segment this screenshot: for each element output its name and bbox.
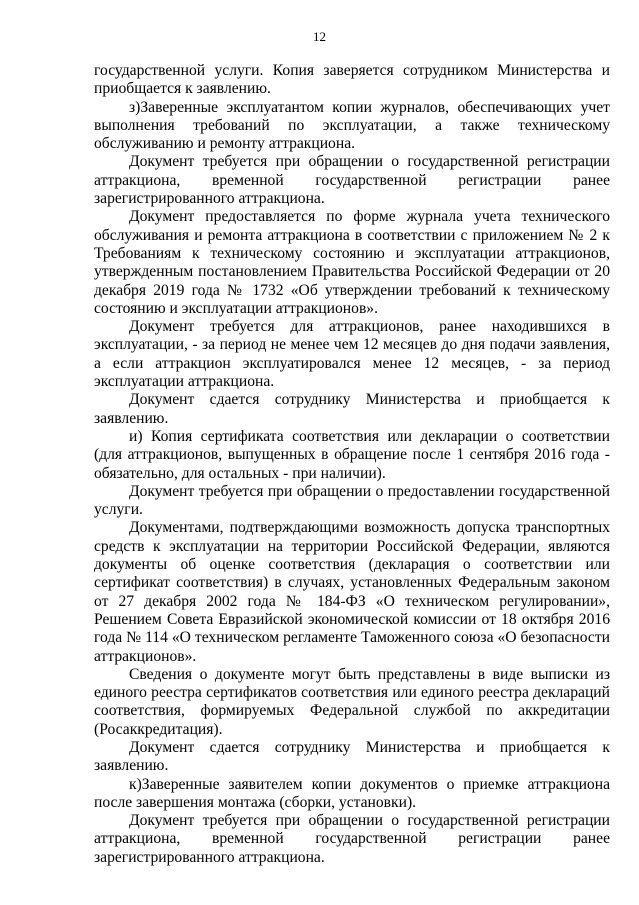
document-body — [94, 62, 610, 867]
paragraph-conformity-documents: Документами, подтверждающими возможность допуска транспортных средств к эксплуатации на территории Российской Федерации, являются документы об оценке соответствия (декларация о соответствии или сертификат соответствия) в случаях, установленных Федеральным законом от 27 декабря 2002 года № 184-ФЗ «О техническом регулировании», Решением Совета Евразийской экономической комиссии от 18 октября 2016 года № 114 «О техническом регламенте Таможенного союза «О безопасности аттракционов». — [94, 519, 610, 665]
paragraph-service-required: Документ требуется при обращении о предоставлении государственной услуги. — [94, 482, 610, 519]
paragraph-submitted-to-ministry: Документ сдается сотруднику Министерства и приобщается к заявлению. — [94, 391, 610, 427]
paragraph-operation-period: Документ требуется для аттракционов, ранее находившихся в эксплуатации, - за период не менее чем 12 месяцев до дня подачи заявления, а если аттракцион эксплуатировался менее 12 месяцев, - за период эксплуатации аттракциона. — [94, 318, 610, 391]
page-number: 12 — [313, 29, 326, 44]
paragraph-registration-required-2: Документ требуется при обращении о государственной регистрации аттракциона, временной государственной регистрации ранее зарегистрированного аттракциона. — [94, 812, 610, 866]
paragraph-submitted-to-ministry-2: Документ сдается сотруднику Министерства и приобщается к заявлению. — [94, 738, 610, 775]
paragraph-registration-required: Документ требуется при обращении о государственной регистрации аттракциона, временной государственной регистрации ранее зарегистрированного аттракциона. — [94, 153, 610, 208]
paragraph-item-i-certificate: и) Копия сертификата соответствия или декларации о соответствии (для аттракционов, выпущенных в обращение после 1 сентября 2016 года - обязательно, для остальных - при наличии). — [94, 427, 610, 482]
paragraph-log-form: Документ предоставляется по форме журнала учета технического обслуживания и ремонта аттракциона в соответствии с приложением № 2 к Требованиям к техническому состоянию и эксплуатации аттракционов, утвержденным постановлением Правительства Российской Федерации от 20 декабря 2019 года № 1732 «Об утверждении требований к техническому состоянию и эксплуатации аттракционов». — [94, 208, 610, 317]
paragraph-item-k-acceptance: к)Заверенные заявителем копии документов о приемке аттракциона после завершения монтажа (сборки, установки). — [94, 775, 610, 811]
paragraph-item-z-logs: з)Заверенные эксплуатантом копии журналов, обеспечивающих учет выполнения требований по эксплуатации, а также техническому обслуживанию и ремонту аттракциона. — [94, 98, 610, 153]
paragraph-registry-extract: Сведения о документе могут быть представлены в виде выписки из единого реестра сертификатов соответствия или единого реестра деклараций соответствия, формируемых Федеральной службой по аккредитации (Росаккредитация). — [94, 665, 610, 738]
paragraph-service-copy: государственной услуги. Копия заверяется сотрудником Министерства и приобщается к заявлению. — [94, 62, 610, 98]
